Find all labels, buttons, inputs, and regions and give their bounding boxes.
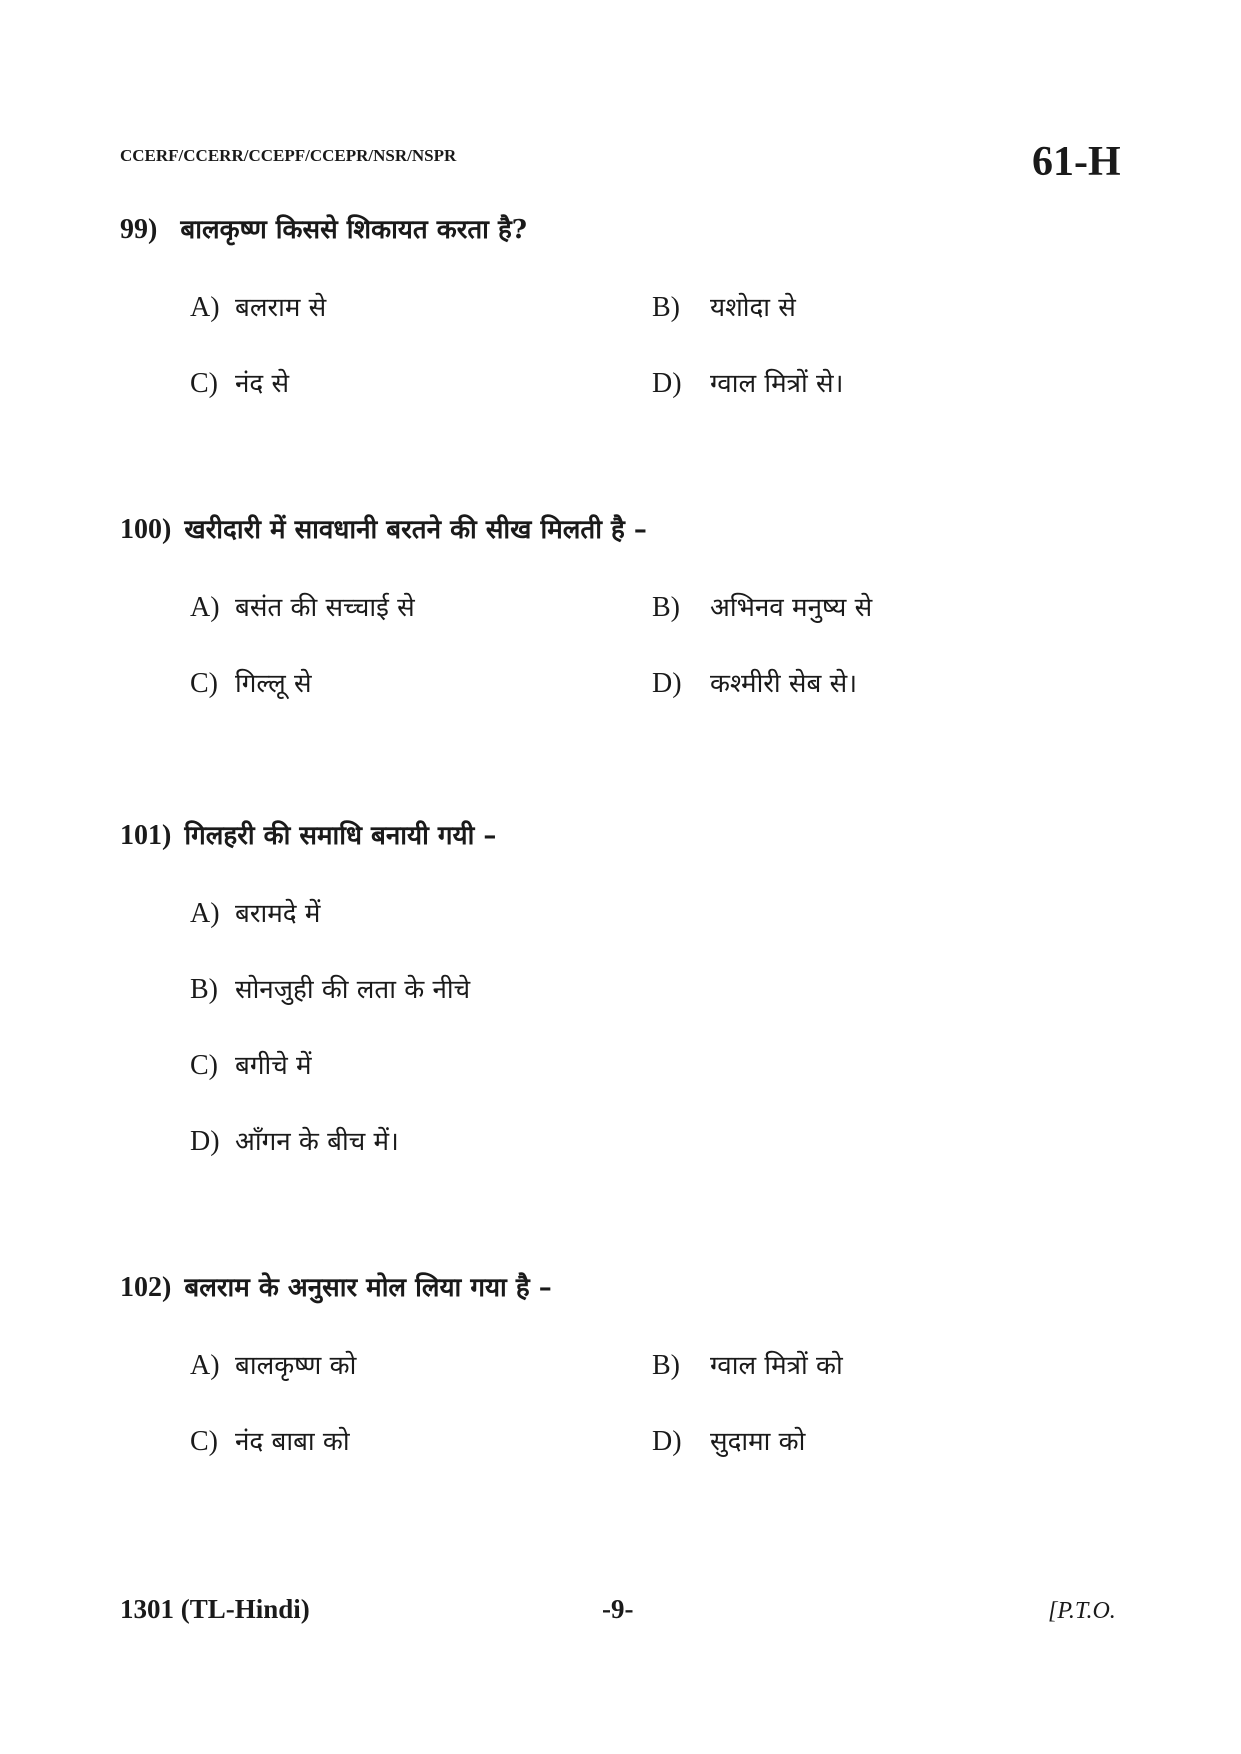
question-102	[120, 1268, 552, 1304]
option-label: B)	[652, 292, 680, 323]
option-label: B)	[190, 974, 218, 1005]
question-number: 102)	[120, 1272, 172, 1303]
option-100-a	[190, 588, 415, 624]
option-label: D)	[652, 368, 682, 399]
question-number: 101)	[120, 820, 172, 851]
option-label: A)	[190, 292, 220, 323]
option-text: सोनजुही की लता के नीचे	[235, 975, 471, 1005]
option-101-a	[190, 894, 320, 930]
option-102-c	[190, 1422, 350, 1458]
option-label: D)	[652, 1426, 682, 1457]
option-label: B)	[652, 592, 680, 623]
question-text: बालकृष्ण किससे शिकायत करता है?	[180, 215, 528, 245]
option-text: ग्वाल मित्रों से।	[710, 369, 844, 399]
option-text: बरामदे में	[235, 899, 321, 929]
question-99	[120, 210, 527, 246]
option-text: नंद बाबा को	[235, 1427, 350, 1457]
option-102-a	[190, 1346, 356, 1382]
please-turn-over: [P.T.O.	[1048, 1598, 1116, 1624]
option-text: नंद से	[235, 369, 290, 399]
option-label: D)	[652, 668, 682, 699]
option-label: C)	[190, 668, 218, 699]
question-text: खरीदारी में सावधानी बरतने की सीख मिलती है –	[184, 515, 647, 545]
option-100-c	[190, 664, 312, 700]
option-label: A)	[190, 592, 220, 623]
option-101-b	[190, 970, 470, 1006]
option-text: बलराम से	[235, 293, 327, 323]
option-text: यशोदा से	[710, 293, 796, 323]
option-102-b	[652, 1346, 843, 1382]
option-102-d	[652, 1422, 805, 1458]
option-text: सुदामा को	[710, 1427, 806, 1457]
option-text: गिल्लू से	[235, 669, 312, 699]
question-101	[120, 816, 496, 852]
option-99-a	[190, 288, 326, 324]
option-99-c	[190, 364, 289, 400]
option-99-d	[652, 364, 843, 400]
option-label: D)	[190, 1126, 220, 1157]
option-100-d	[652, 664, 857, 700]
option-text: बगीचे में	[235, 1051, 312, 1081]
option-label: C)	[190, 1050, 218, 1081]
option-99-b	[652, 288, 796, 324]
question-number: 100)	[120, 514, 172, 545]
question-text: गिलहरी की समाधि बनायी गयी –	[184, 821, 497, 851]
page-number: -9-	[602, 1594, 634, 1624]
option-label: A)	[190, 898, 220, 929]
option-text: बालकृष्ण को	[235, 1351, 357, 1381]
option-label: B)	[652, 1350, 680, 1381]
option-label: C)	[190, 368, 218, 399]
question-number: 99)	[120, 214, 158, 245]
question-100	[120, 510, 647, 546]
option-text: कश्मीरी सेब से।	[710, 669, 858, 699]
option-label: C)	[190, 1426, 218, 1457]
exam-code-line: CCERF/CCERR/CCEPF/CCEPR/NSR/NSPR	[120, 146, 457, 165]
option-text: आँगन के बीच में।	[235, 1127, 399, 1157]
question-text: बलराम के अनुसार मोल लिया गया है –	[184, 1273, 552, 1303]
option-label: A)	[190, 1350, 220, 1381]
option-101-d	[190, 1122, 399, 1158]
paper-code: 61-H	[1032, 139, 1121, 185]
option-text: बसंत की सच्चाई से	[235, 593, 415, 623]
option-101-c	[190, 1046, 312, 1082]
option-text: अभिनव मनुष्य से	[710, 593, 873, 623]
option-100-b	[652, 588, 872, 624]
footer-paper-id: 1301 (TL-Hindi)	[120, 1594, 310, 1624]
option-text: ग्वाल मित्रों को	[710, 1351, 843, 1381]
